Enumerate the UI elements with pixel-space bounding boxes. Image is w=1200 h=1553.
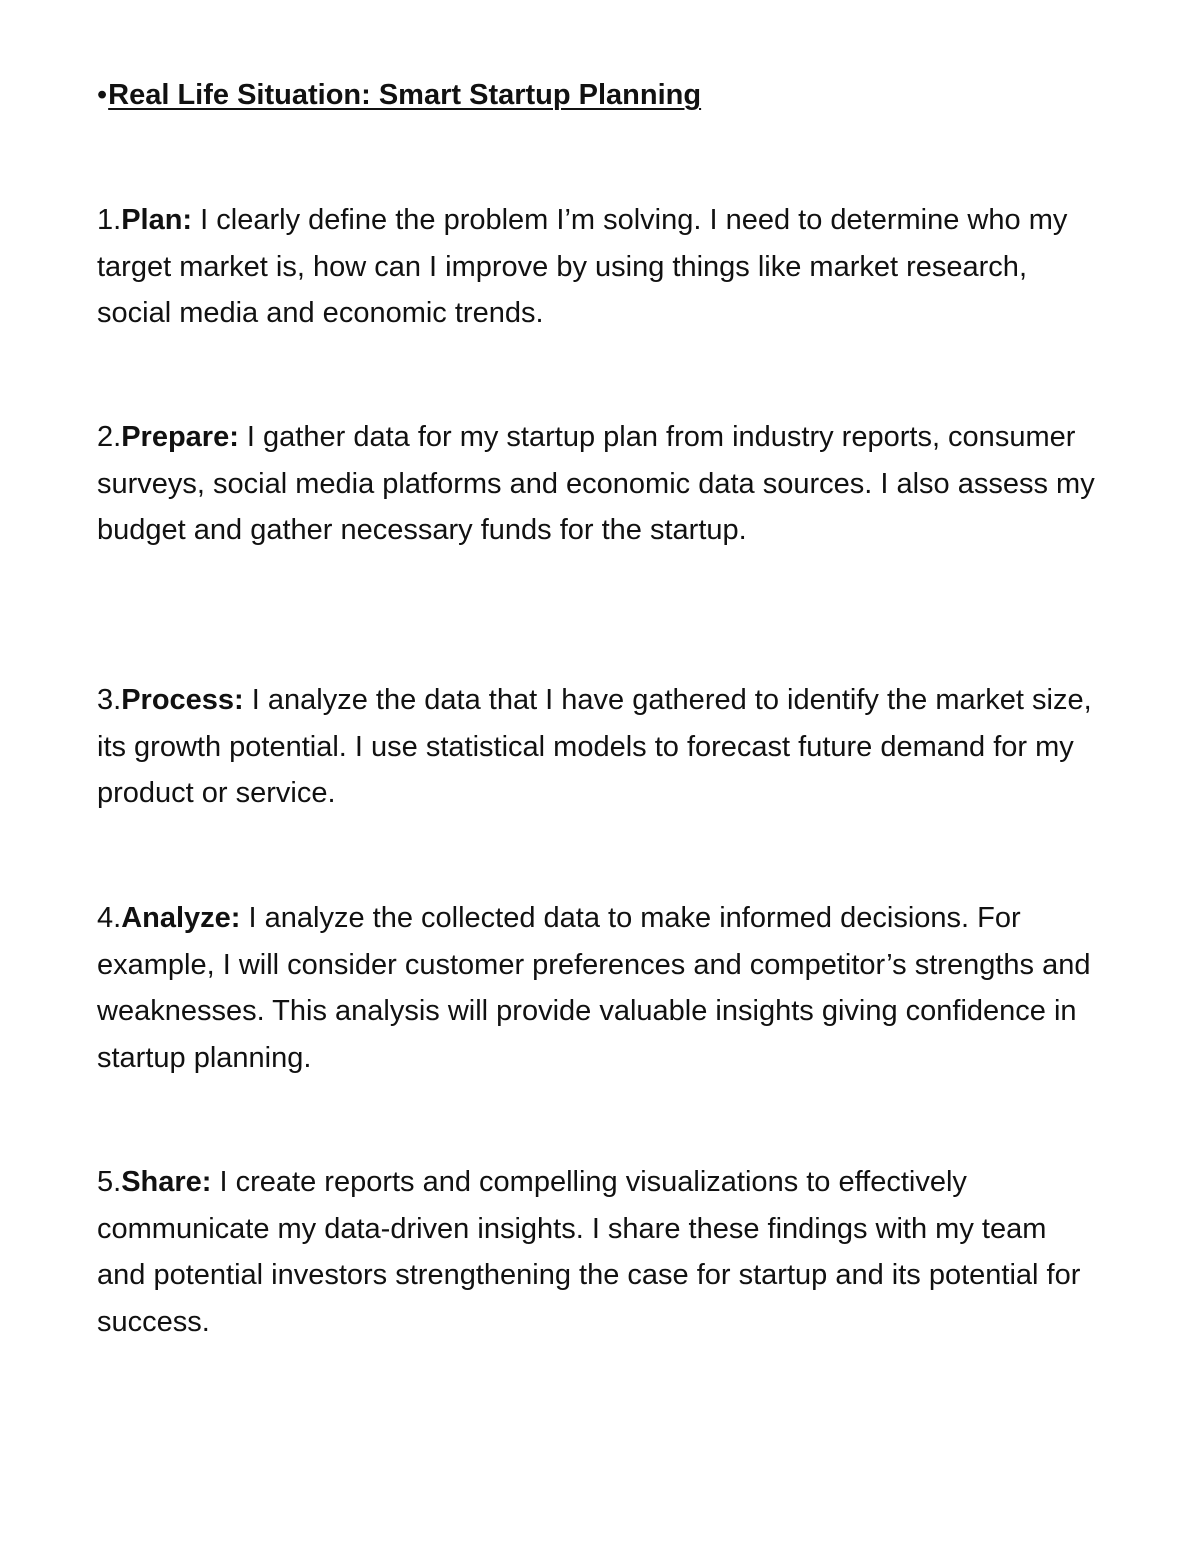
section-heading: Analyze: bbox=[121, 902, 241, 934]
section-number: 3. bbox=[97, 684, 122, 716]
bullet-icon: • bbox=[97, 79, 108, 111]
section-plan bbox=[97, 197, 1097, 337]
section-heading: Process: bbox=[121, 684, 244, 716]
section-heading: Plan: bbox=[121, 204, 193, 236]
section-body: I create reports and compelling visualizations to effectively communicate my data-driven insights. I share these findings with my team and potential investors strengthening the case for startup and its potential for success. bbox=[97, 1166, 1081, 1338]
section-body: I gather data for my startup plan from industry reports, consumer surveys, social media platforms and economic data sources. I also assess my budget and gather necessary funds for the startup. bbox=[97, 421, 1095, 546]
section-process bbox=[97, 677, 1097, 817]
section-number: 2. bbox=[97, 421, 122, 453]
section-share bbox=[97, 1159, 1097, 1345]
title-text: Real Life Situation: Smart Startup Planning bbox=[108, 79, 702, 111]
document-title bbox=[97, 76, 701, 114]
section-heading: Prepare: bbox=[121, 421, 239, 453]
section-number: 5. bbox=[97, 1166, 122, 1198]
section-number: 1. bbox=[97, 204, 122, 236]
section-analyze bbox=[97, 895, 1097, 1081]
section-body: I analyze the collected data to make informed decisions. For example, I will consider customer preferences and competitor’s strengths and weaknesses. This analysis will provide valuable insights giving confidence in startup planning. bbox=[97, 902, 1091, 1074]
section-number: 4. bbox=[97, 902, 122, 934]
section-prepare bbox=[97, 414, 1097, 554]
section-heading: Share: bbox=[121, 1166, 212, 1198]
section-body: I clearly define the problem I’m solving. I need to determine who my target market is, how can I improve by using things like market research, social media and economic trends. bbox=[97, 204, 1068, 329]
section-body: I analyze the data that I have gathered to identify the market size, its growth potential. I use statistical models to forecast future demand for my product or service. bbox=[97, 684, 1092, 809]
